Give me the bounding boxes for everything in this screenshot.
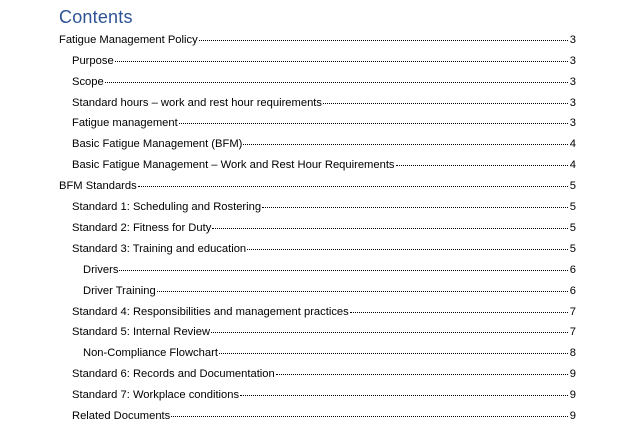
toc-page-number: 4 — [569, 159, 576, 171]
toc-entry[interactable] — [83, 284, 576, 298]
toc-entry[interactable] — [72, 388, 576, 402]
toc-entry-label: Standard 2: Fitness for Duty — [72, 222, 212, 234]
toc-entry[interactable] — [72, 409, 576, 423]
toc-entry[interactable] — [72, 305, 576, 319]
dot-leader — [262, 207, 568, 208]
toc-page-number: 7 — [569, 306, 576, 318]
dot-leader — [323, 103, 568, 104]
toc-page-number: 9 — [569, 410, 576, 422]
toc-entry[interactable] — [83, 263, 576, 277]
toc-entry[interactable] — [72, 242, 576, 256]
dot-leader — [350, 312, 568, 313]
toc-entry-label: Related Documents — [72, 410, 171, 422]
toc-page-number: 4 — [569, 138, 576, 150]
toc-entry[interactable] — [72, 137, 576, 151]
dot-leader — [243, 144, 568, 145]
toc-entry-label: BFM Standards — [59, 180, 137, 192]
toc-page-number: 5 — [569, 243, 576, 255]
toc-entry[interactable] — [72, 221, 576, 235]
toc-entry-label: Driver Training — [83, 285, 156, 297]
dot-leader — [171, 416, 568, 417]
toc-entry-label: Fatigue Management Policy — [59, 34, 198, 46]
toc-title: Contents — [59, 7, 133, 27]
toc-entry-label: Purpose — [72, 55, 114, 67]
dot-leader — [219, 353, 568, 354]
toc-entry-label: Standard 4: Responsibilities and management practices — [72, 306, 349, 318]
toc-page-number: 5 — [569, 222, 576, 234]
toc-page-number: 6 — [569, 264, 576, 276]
toc-page-number: 5 — [569, 201, 576, 213]
dot-leader — [212, 228, 568, 229]
toc-entry[interactable] — [72, 75, 576, 89]
toc-page-number: 3 — [569, 55, 576, 67]
toc-entry[interactable] — [72, 116, 576, 130]
dot-leader — [240, 395, 568, 396]
toc-page-number: 8 — [569, 347, 576, 359]
toc-page-number: 5 — [569, 180, 576, 192]
dot-leader — [115, 61, 568, 62]
toc-entry-label: Standard 7: Workplace conditions — [72, 389, 240, 401]
toc-entry-label: Drivers — [83, 264, 119, 276]
toc-entry-label: Scope — [72, 76, 104, 88]
toc-entry[interactable] — [59, 33, 576, 47]
dot-leader — [199, 40, 568, 41]
toc-entry[interactable] — [72, 200, 576, 214]
dot-leader — [276, 374, 568, 375]
toc-entry[interactable] — [72, 325, 576, 339]
toc-entry[interactable] — [83, 346, 576, 360]
toc-entry-label: Standard hours – work and rest hour requirements — [72, 97, 322, 109]
dot-leader — [396, 165, 568, 166]
toc-entry-label: Standard 6: Records and Documentation — [72, 368, 275, 380]
toc-entry[interactable] — [72, 367, 576, 381]
toc-entry-label: Standard 1: Scheduling and Rostering — [72, 201, 262, 213]
toc-entry-label: Basic Fatigue Management – Work and Rest Hour Requirements — [72, 159, 395, 171]
toc-page-number: 3 — [569, 117, 576, 129]
toc-page-number: 9 — [569, 389, 576, 401]
toc-page-number: 6 — [569, 285, 576, 297]
dot-leader — [157, 291, 568, 292]
toc-entry-label: Standard 5: Internal Review — [72, 326, 211, 338]
dot-leader — [179, 123, 568, 124]
dot-leader — [119, 270, 568, 271]
toc-entry[interactable] — [72, 54, 576, 68]
toc-entry[interactable] — [72, 158, 576, 172]
dot-leader — [138, 186, 568, 187]
toc-entry-label: Basic Fatigue Management (BFM) — [72, 138, 243, 150]
dot-leader — [105, 82, 568, 83]
toc-page-number: 3 — [569, 76, 576, 88]
toc-page-number: 3 — [569, 34, 576, 46]
toc-page-number: 7 — [569, 326, 576, 338]
toc-entry-label: Fatigue management — [72, 117, 178, 129]
toc-entry-label: Standard 3: Training and education — [72, 243, 247, 255]
toc-entry[interactable] — [72, 96, 576, 110]
toc-page-number: 9 — [569, 368, 576, 380]
toc-page-number: 3 — [569, 97, 576, 109]
toc-entry-label: Non-Compliance Flowchart — [83, 347, 218, 359]
dot-leader — [247, 249, 568, 250]
toc-entry[interactable] — [59, 179, 576, 193]
dot-leader — [211, 332, 568, 333]
